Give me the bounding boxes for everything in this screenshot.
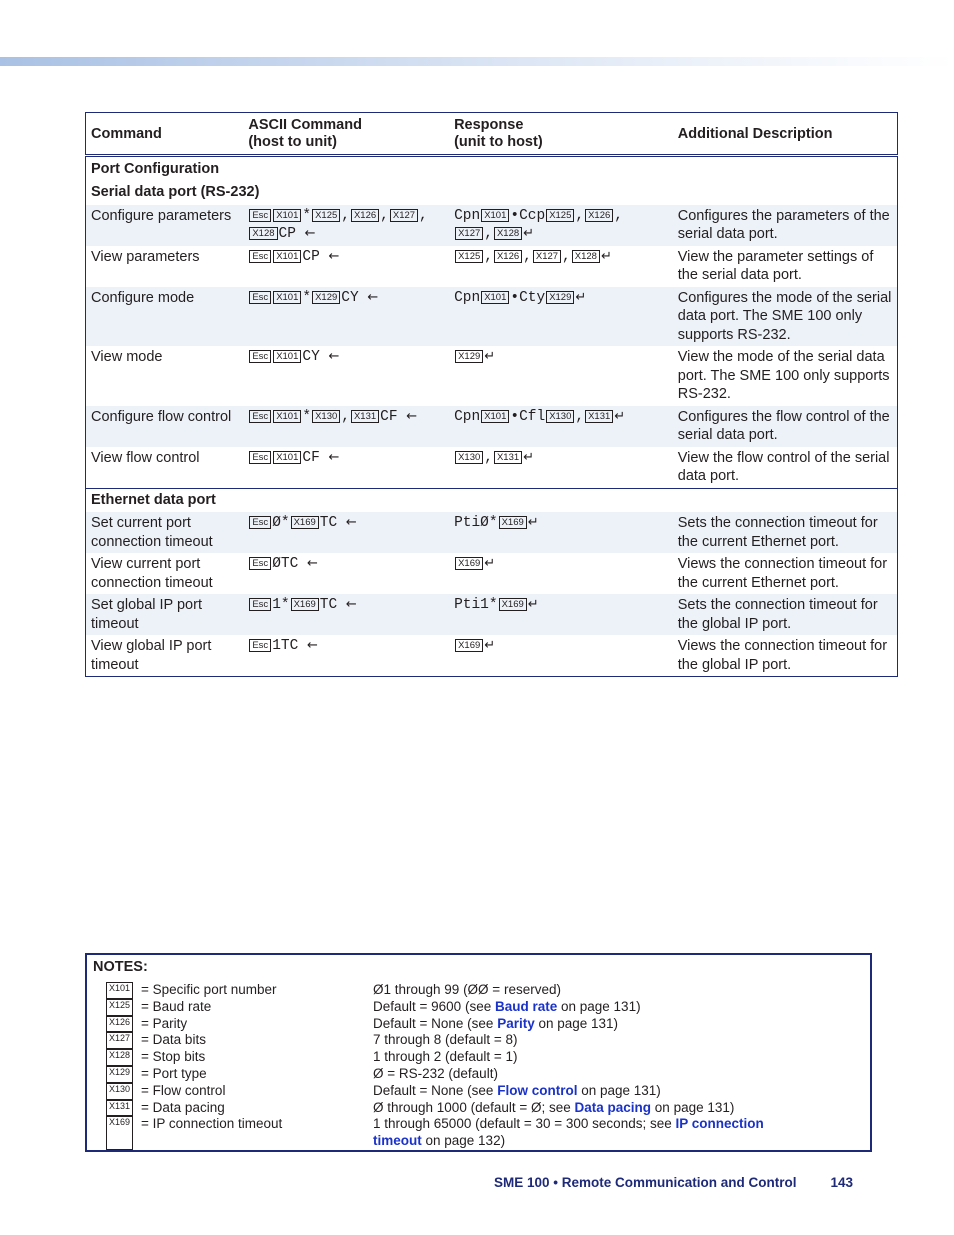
header-response: Response (unit to host): [449, 113, 673, 156]
variable-key: Esc: [249, 598, 271, 611]
response: Cpn X101 •Ccp X125 , X126 , X127 , X128 ↵: [449, 205, 673, 246]
link-baud-rate[interactable]: Baud rate: [494, 998, 558, 1014]
variable-key: X126: [351, 209, 379, 222]
variable-key: X131: [494, 451, 522, 464]
notes-box: [85, 953, 872, 1152]
variable-key: X169: [106, 1116, 133, 1150]
variable-key: Esc: [249, 516, 271, 529]
ascii-command: Esc X101 * X130 , X131 CF ←: [243, 406, 449, 447]
response: Pti1* X169 ↵: [449, 594, 673, 635]
left-arrow-icon: ←: [307, 638, 318, 653]
table-row: View parameters Esc X101 CP ← X125 , X126 , X127 , X128 ↵ View the parameter settings of the serial data port.: [86, 246, 898, 287]
return-arrow-icon: ↵: [575, 289, 587, 305]
return-arrow-icon: ↵: [527, 515, 539, 530]
ascii-command: Esc X101 CY ←: [243, 346, 449, 406]
list-item: X131 = Data pacing Ø through 1000 (default = Ø; see Data pacing on page 131): [105, 1100, 865, 1117]
variable-key: X169: [291, 598, 319, 611]
link-ip-connection-timeout[interactable]: timeout: [373, 1133, 422, 1149]
list-item: X169 = IP connection timeout 1 through 65000 (default = 30 = 300 seconds; see IP connection timeout on page 132): [105, 1116, 865, 1150]
table-row: Set global IP port timeout Esc 1* X169 TC ← Pti1* X169 ↵ Sets the connection timeout for the global IP port.: [86, 594, 898, 635]
variable-key: Esc: [249, 350, 271, 363]
table-row: View flow control Esc X101 CF ← X130 , X131 ↵ View the flow control of the serial data port.: [86, 447, 898, 489]
response: PtiØ* X169 ↵: [449, 512, 673, 553]
table-row: Configure mode Esc X101 * X129 CY ← Cpn X101 •Cty X129 ↵ Configures the mode of the serial data port. The SME 100 only supports RS-232.: [86, 287, 898, 347]
table-row: Set current port connection timeout Esc Ø* X169 TC ← PtiØ* X169 ↵ Sets the connection timeout for the current Ethernet port.: [86, 512, 898, 553]
variable-key: Esc: [249, 209, 271, 222]
variable-key: X101: [106, 982, 133, 999]
variable-key: X101: [273, 291, 301, 304]
ascii-command: Esc X101 * X129 CY ←: [243, 287, 449, 347]
response: [449, 346, 673, 406]
left-arrow-icon: ←: [367, 289, 379, 305]
variable-key: X130: [546, 410, 574, 423]
variable-key: X169: [455, 639, 483, 652]
notes-list: [105, 982, 865, 1150]
variable-key: Esc: [249, 250, 271, 263]
variable-key: X125: [455, 250, 483, 263]
variable-key: X129: [546, 291, 574, 304]
variable-key: X130: [455, 451, 483, 464]
ascii-command: Esc X101 * X125 , X126 , X127 , X128 CP ←: [243, 205, 449, 246]
section-serial: Serial data port (RS-232): [91, 183, 260, 200]
section-ethernet: Ethernet data port: [86, 488, 898, 512]
table-row: View global IP port timeout Esc 1TC ← X169 ↵ Views the connection timeout for the global IP port.: [86, 635, 898, 677]
variable-key: X131: [106, 1100, 133, 1117]
list-item: X127 = Data bits 7 through 8 (default = 8): [105, 1032, 865, 1049]
variable-key: X101: [273, 350, 301, 363]
left-arrow-icon: ←: [406, 408, 418, 424]
return-arrow-icon: ↵: [614, 408, 626, 424]
list-item: X128 = Stop bits 1 through 2 (default = 1): [105, 1049, 865, 1066]
notes-title: NOTES:: [93, 959, 148, 975]
variable-key: X126: [585, 209, 613, 222]
command-table: [85, 112, 898, 677]
link-parity[interactable]: Parity: [497, 1015, 535, 1031]
section-port-configuration: Port Configuration: [91, 161, 220, 177]
variable-key: Esc: [249, 291, 271, 304]
list-item: X130 = Flow control Default = None (see Flow control on page 131): [105, 1083, 865, 1100]
left-arrow-icon: ←: [345, 515, 357, 530]
header-ascii-command: ASCII Command (host to unit): [243, 113, 449, 156]
ascii-command: Esc 1TC ←: [243, 635, 449, 677]
response: X130 , X131 ↵: [449, 447, 673, 489]
variable-key: X130: [312, 410, 340, 423]
variable-key: X128: [494, 227, 522, 240]
response: [449, 635, 673, 677]
footer-title: SME 100 • Remote Communication and Control: [494, 1175, 797, 1190]
variable-key: X127: [106, 1032, 133, 1049]
response: [449, 553, 673, 594]
variable-key: X169: [499, 516, 527, 529]
return-arrow-icon: ↵: [600, 248, 612, 264]
ascii-command: Esc X101 CP ←: [243, 246, 449, 287]
return-arrow-icon: ↵: [484, 349, 496, 364]
response: Cpn X101 •Cty X129 ↵: [449, 287, 673, 347]
variable-key: X126: [106, 1016, 133, 1033]
header-command: Command: [86, 113, 244, 156]
variable-key: X101: [273, 410, 301, 423]
variable-key: Esc: [249, 410, 271, 423]
variable-key: X128: [106, 1049, 133, 1066]
variable-key: X127: [455, 227, 483, 240]
return-arrow-icon: ↵: [527, 597, 539, 612]
variable-key: X127: [533, 250, 561, 263]
variable-key: X125: [546, 209, 574, 222]
variable-key: X129: [312, 291, 340, 304]
left-arrow-icon: ←: [328, 349, 340, 364]
variable-key: X101: [481, 209, 509, 222]
left-arrow-icon: ←: [328, 248, 340, 264]
left-arrow-icon: ←: [328, 449, 340, 465]
list-item: X126 = Parity Default = None (see Parity on page 131): [105, 1016, 865, 1033]
variable-key: X127: [390, 209, 418, 222]
variable-key: X128: [572, 250, 600, 263]
variable-key: X169: [291, 516, 319, 529]
left-arrow-icon: ←: [304, 226, 316, 241]
variable-key: X101: [273, 209, 301, 222]
variable-key: X101: [481, 291, 509, 304]
header-description: Additional Description: [673, 113, 898, 156]
table-row: Configure flow control Esc X101 * X130 , X131 CF ← Cpn X101 •Cfl X130 , X131 ↵ Configures the flow control of the serial data port.: [86, 406, 898, 447]
variable-key: X125: [106, 999, 133, 1016]
return-arrow-icon: ↵: [523, 449, 535, 465]
page-number: 143: [830, 1175, 854, 1190]
variable-key: Esc: [249, 639, 271, 652]
variable-key: X129: [455, 350, 483, 363]
variable-key: X131: [351, 410, 379, 423]
response: X125 , X126 , X127 , X128 ↵: [449, 246, 673, 287]
variable-key: X101: [273, 451, 301, 464]
variable-key: X130: [106, 1083, 133, 1100]
variable-key: X131: [585, 410, 613, 423]
ascii-command: Esc X101 CF ←: [243, 447, 449, 489]
variable-key: X169: [455, 557, 483, 570]
return-arrow-icon: ↵: [523, 226, 535, 241]
table-row: View mode Esc X101 CY ← X129 ↵ View the mode of the serial data port. The SME 100 only supports RS-232.: [86, 346, 898, 406]
variable-key: X169: [499, 598, 527, 611]
ascii-command: Esc Ø* X169 TC ←: [243, 512, 449, 553]
variable-key: X129: [106, 1066, 133, 1083]
variable-key: X128: [249, 227, 277, 240]
ascii-command: Esc 1* X169 TC ←: [243, 594, 449, 635]
page-footer: [494, 1175, 853, 1190]
response: Cpn X101 •Cfl X130 , X131 ↵: [449, 406, 673, 447]
table-header-row: [86, 113, 898, 156]
variable-key: X101: [481, 410, 509, 423]
left-arrow-icon: ←: [345, 597, 357, 612]
variable-key: X125: [312, 209, 340, 222]
link-flow-control[interactable]: Flow control: [497, 1082, 578, 1098]
list-item: X101 = Specific port number Ø1 through 99 (ØØ = reserved): [105, 982, 865, 999]
list-item: X129 = Port type Ø = RS-232 (default): [105, 1066, 865, 1083]
return-arrow-icon: ↵: [484, 638, 496, 653]
link-ip-connection[interactable]: IP connection: [675, 1116, 764, 1132]
variable-key: X126: [494, 250, 522, 263]
table-row: Configure parameters Esc X101 * X125 , X126 , X127 , X128 CP ← Cpn X101 •Ccp X125 , X126 , X127 , X128 ↵ Configures the parameters of the serial data port.: [86, 205, 898, 246]
variable-key: X101: [273, 250, 301, 263]
header-gradient-bar: [0, 57, 954, 66]
return-arrow-icon: ↵: [484, 556, 496, 571]
variable-key: Esc: [249, 557, 271, 570]
list-item: X125 = Baud rate Default = 9600 (see Baud rate on page 131): [105, 999, 865, 1016]
ascii-command: Esc ØTC ←: [243, 553, 449, 594]
table-row: View current port connection timeout Esc ØTC ← X169 ↵ Views the connection timeout for the current Ethernet port.: [86, 553, 898, 594]
left-arrow-icon: ←: [307, 556, 318, 571]
link-data-pacing[interactable]: Data pacing: [574, 1099, 652, 1115]
variable-key: Esc: [249, 451, 271, 464]
